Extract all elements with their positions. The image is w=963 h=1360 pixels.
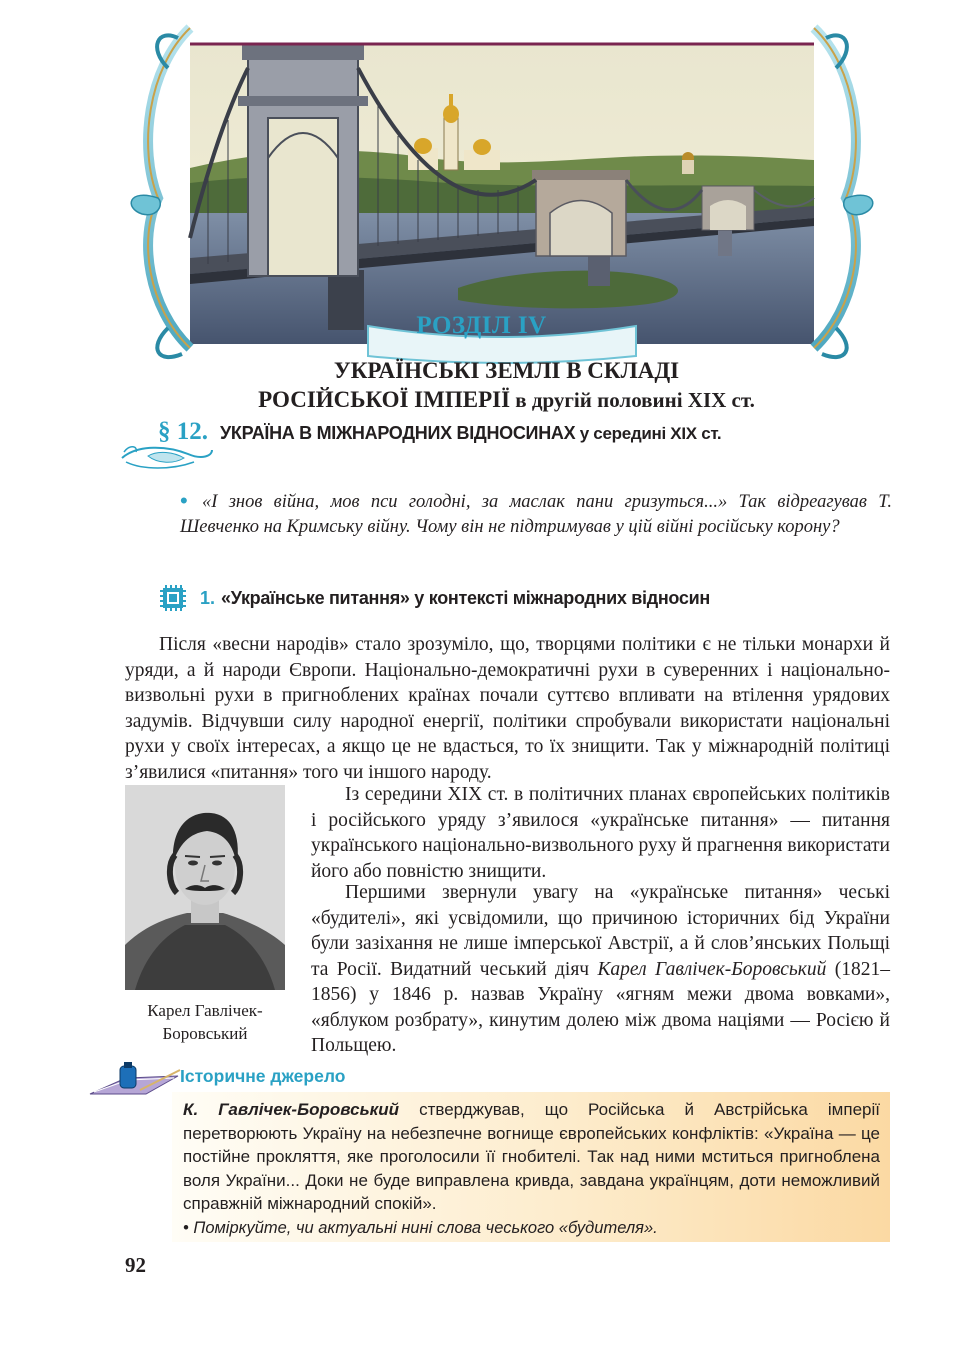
paragraph-title xyxy=(220,423,721,444)
p3-text-a: Першими звернули увагу на «українське питання» чеські «будителі», які усвідомили, що причиною історичних бід України були зазіхання не лише імперської Австрії, а й слов’янських Польщі та Росії. Видатний чеський діяч xyxy=(311,882,890,980)
inkwell-quill-icon xyxy=(86,1060,181,1100)
body-paragraph-2: Із середини XIX ст. в політичних планах європейських політиків і російського уряду з’явилося «українське питання» — питання українського національно-визвольного руху й прагнення використати його або повністю знищити. xyxy=(311,784,890,882)
intro-question: «І знов війна, мов пси голодні, за маслак пани гризуться...» Так відреагував Т. Шевченко на Кримську війну. Чому він не підтримував у цій війні російську корону? xyxy=(180,492,892,537)
subsection-heading xyxy=(160,585,710,611)
caption-line1: Карел Гавлічек- xyxy=(147,1001,263,1020)
page-number: 92 xyxy=(125,1253,146,1277)
source-author: К. Гавлічек-Боровський xyxy=(183,1100,400,1119)
section-label: РОЗДІЛ IV xyxy=(416,312,547,339)
source-text xyxy=(183,1098,880,1216)
paragraph-title-caps: УКРАЇНА В МІЖНАРОДНИХ ВІДНОСИНАХ xyxy=(220,423,576,443)
subsection-title: «Українське питання» у контексті міжнародних відносин xyxy=(221,587,710,608)
chapter-title-rest: в другій половині XIX ст. xyxy=(510,388,755,412)
portrait-caption xyxy=(125,999,285,1045)
chapter-title-caps: РОСІЙСЬКОЇ ІМПЕРІЇ xyxy=(258,387,511,412)
chapter-title-line1: УКРАЇНСЬКІ ЗЕМЛІ В СКЛАДІ xyxy=(333,358,680,383)
source-heading: Історичне джерело xyxy=(180,1066,346,1086)
paragraph-heading xyxy=(158,418,721,448)
chapter-title-line2 xyxy=(0,385,963,415)
paragraph-number: § 12. xyxy=(158,418,208,445)
swirl-ornament-icon xyxy=(118,440,216,474)
subsection-number: 1. xyxy=(200,587,216,608)
paragraph-title-rest: у середині XIX ст. xyxy=(575,424,722,443)
question-bullet: • xyxy=(180,488,188,513)
source-question: • Поміркуйте, чи актуальні нині слова чеського «будителя». xyxy=(183,1219,658,1237)
caption-line2: Боровський xyxy=(162,1024,248,1043)
body-paragraph-1: Після «весни народів» стало зрозуміло, що, творцями політики є не тільки монархи й уряди, а й народи Європи. Національно-демократичні рухи в суверенних і національно-визвольні рухи в пригноблених країнах почали суттєво впливати на втілення урядових задумів. Відчувши силу народної енергії, політики спробували використати національні рухи у своїх інтересах, а якщо це не вдасться, то їх знищити. Так у міжнародній політиці з’явилися «питання» того чи іншого народу. xyxy=(125,634,890,783)
source-quote: стверджував, що Російська й Австрійська імперії перетворюють Україну на небезпечне вогнище європейських конфліктів: «Україна — це постійне прокляття, яке проголосили її гнобителі. Так над ними мститься пригноблена воля України... Доки не буде виправлена кривда, завдана українцям, доти неможливий справжній міжнародний спокій». xyxy=(183,1100,880,1213)
portrait-image xyxy=(125,785,285,990)
p3-text-b: (1821–1856) у 1846 р. назвав Україну «ягням межи двома вовками», «яблуком розбрату», кинутим долею між двома націями — Росією й Польщею. xyxy=(311,958,890,1056)
chip-icon xyxy=(160,585,186,611)
body-paragraph-3 xyxy=(311,880,890,1059)
p3-person-name: Карел Гавлічек-Боровський xyxy=(597,958,827,980)
